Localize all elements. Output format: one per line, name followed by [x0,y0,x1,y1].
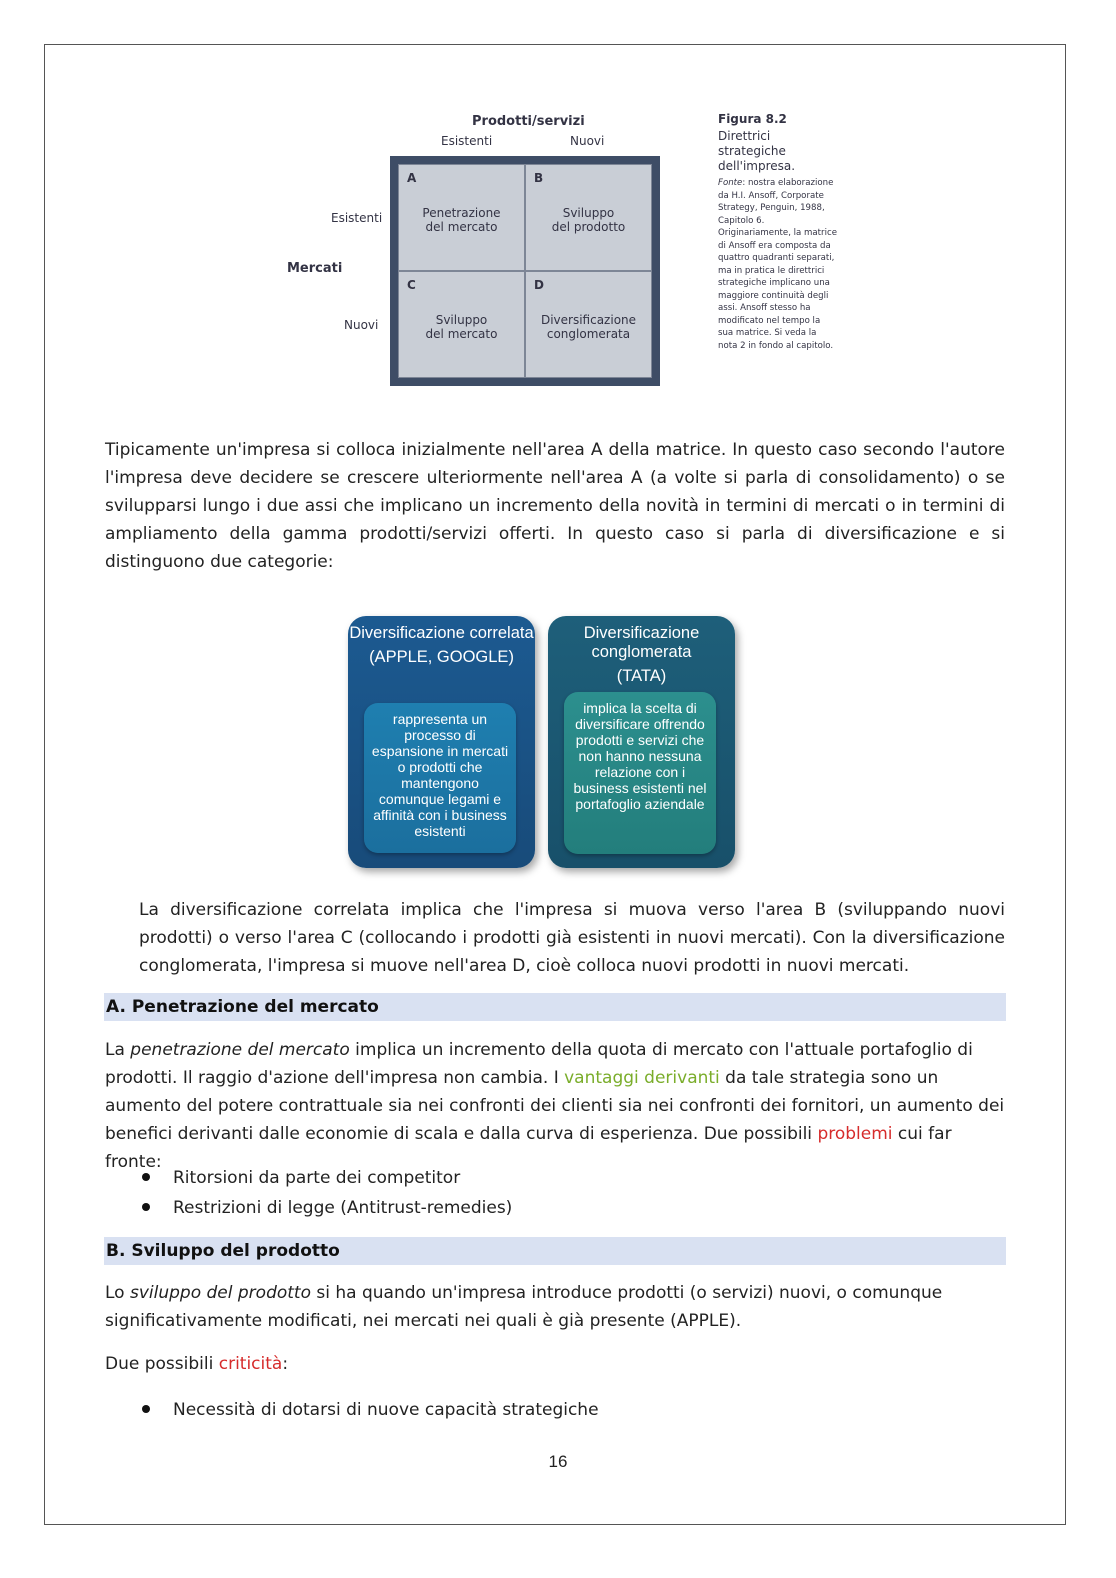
matrix-cell-d [525,271,652,378]
cell-text: del prodotto [551,219,626,234]
section-b-paragraph: Lo sviluppo del prodotto si ha quando un'impresa introduce prodotti (o servizi) nuovi, o comunque significativamente modificati, nei mercati nei quali è già presente (APPLE). [105,1283,943,1331]
markets-axis-label: Mercati [287,261,343,276]
products-axis-label: Prodotti/servizi [472,114,585,129]
box-example: (TATA) [616,667,667,685]
ansoff-matrix-figure [280,108,840,408]
cell-text: Sviluppo [435,312,488,327]
cell-text: del mercato [425,326,498,341]
cell-letter: C [407,278,416,292]
section-a-paragraph: La penetrazione del mercato implica un incremento della quota di mercato con l'attuale portafoglio di prodotti. Il raggio d'azione dell'impresa non cambia. I vantaggi derivanti da tale strategia sono un aumento del potere contrattuale sia nei confronti dei clienti sia nei confronti dei fornitori, un aumento dei benefici derivanti dalle economie di scala e dalla curva di esperienza. Due possibili problemi cui far fronte: [105,1040,1005,1172]
cell-letter: B [534,171,544,185]
cell-text: Diversificazione [540,312,637,327]
matrix-cell-a [398,164,525,271]
cell-text: conglomerata [546,326,631,341]
criticality-highlight: criticità [218,1354,283,1374]
figure-title: Figura 8.2 [718,112,787,126]
term: sviluppo del prodotto [129,1283,311,1303]
page-number: 16 [548,1452,568,1471]
list-item: Ritorsioni da parte dei competitor [142,1164,460,1192]
intro-paragraph: Tipicamente un'impresa si colloca inizialmente nell'area A della matrice. In questo caso secondo l'autore l'impresa deve decidere se crescere ulteriormente nell'area A (a volte si parla di consolidamento) o se svilupparsi lungo i due assi che implicano un incremento della novità in termini di mercati o in termini di ampliamento della gamma prodotti/servizi offerti. In questo caso si parla di diversificazione e si distinguono due categorie: [105,440,1005,572]
related-diversification-box [348,616,535,868]
advantages-highlight: vantaggi derivanti [564,1068,720,1088]
box-title: Diversificazione correlata [349,624,534,642]
cell-letter: A [407,171,417,185]
list-item: Necessità di dotarsi di nuove capacità strategiche [142,1396,599,1424]
cell-letter: D [534,278,544,292]
column-label-existing: Esistenti [441,134,493,148]
conglomerate-diversification-box [548,616,735,868]
cell-text: Sviluppo [562,205,615,220]
row-label-existing: Esistenti [331,211,383,225]
figure-subtitle: Direttrici strategiche dell'impresa. [718,129,796,173]
matrix-cell-b [525,164,652,271]
box-example: (APPLE, GOOGLE) [369,648,514,666]
diversification-paragraph: La diversificazione correlata implica che l'impresa si muova verso l'area B (sviluppando nuovi prodotti) o verso l'area C (collocando i prodotti già esistenti in nuovi mercati). Con la diversificazione conglomerata, l'impresa si muove nell'area D, cioè colloca nuovi prodotti in nuovi mercati. [139,900,1005,976]
figure-caption [718,112,838,352]
bullet-icon [142,1203,150,1211]
box-description: implica la scelta di diversificare offrendo prodotti e servizi che non hanno nessuna relazione con i business esistenti nel portafoglio aziendale [564,692,716,854]
figure-note [718,177,838,352]
cell-text: del mercato [425,219,498,234]
bullet-icon [142,1405,150,1413]
criticality-line: Due possibili criticità: [105,1354,289,1374]
problems-highlight: problemi [817,1124,893,1144]
term: penetrazione del mercato [130,1040,350,1060]
box-description: rappresenta un processo di espansione in mercati o prodotti che mantengono comunque legami e affinità con i business esistenti [364,703,516,853]
list-item: Restrizioni di legge (Antitrust-remedies) [142,1194,512,1222]
matrix-grid [390,156,660,386]
figure-source-label: Fonte [718,178,743,188]
box-title: Diversificazione conglomerata [583,624,700,661]
column-label-new: Nuovi [570,134,605,148]
bullet-icon [142,1173,150,1181]
matrix-cell-c [398,271,525,378]
section-heading-a: A. Penetrazione del mercato [104,993,1006,1021]
row-label-new: Nuovi [344,318,379,332]
figure-note-text: : nostra elaborazione da H.I. Ansoff, Corporate Strategy, Penguin, 1988, Capitolo 6. Originariamente, la matrice di Ansoff era composta da quattro quadranti separati, ma in pratica le direttrici strategiche implicano una maggiore continuità degli assi. Ansoff stesso ha modificato nel tempo la sua matrice. Si veda la nota 2 in fondo al capitolo. [718,178,837,351]
section-heading-b: B. Sviluppo del prodotto [104,1237,1006,1265]
cell-text: Penetrazione [422,205,501,220]
